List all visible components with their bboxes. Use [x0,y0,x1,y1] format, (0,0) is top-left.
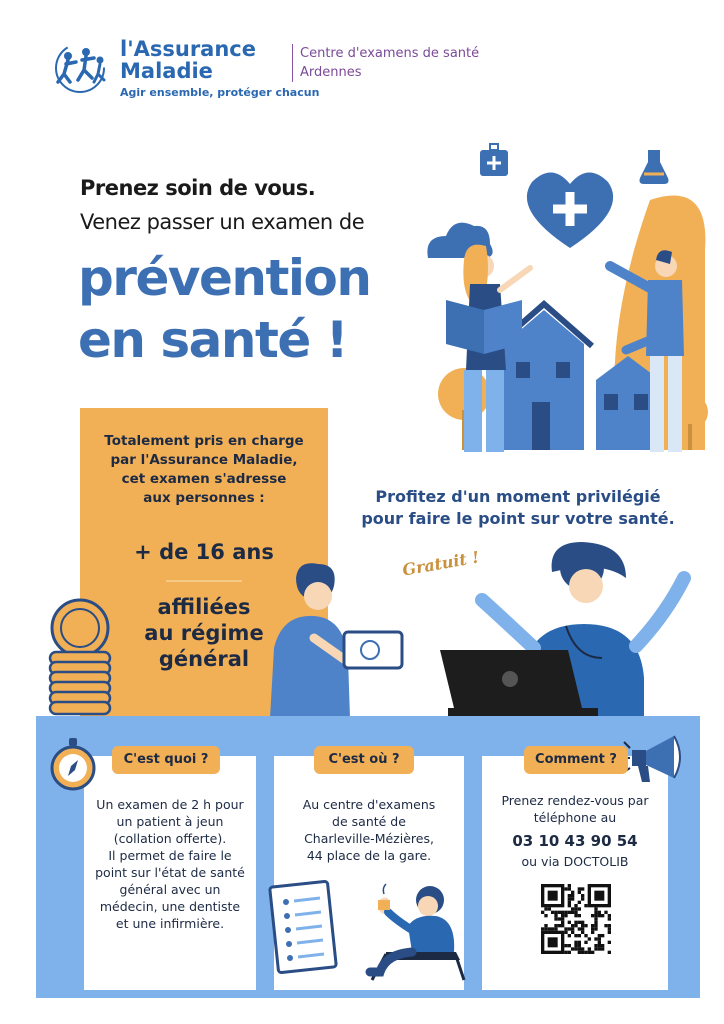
logo-title [120,38,256,82]
what-text [84,796,256,932]
where-tag: C'est où ? [314,746,414,774]
what-tag: C'est quoi ? [112,746,220,774]
eligibility-regime-line: au régime [144,621,264,645]
header-divider [292,44,293,82]
compass-icon [48,736,98,792]
tagline: Agir ensemble, protéger chacun [120,86,320,99]
qr-code-icon[interactable] [541,884,611,954]
seated-person-illustration [356,880,468,986]
logo-icon [46,36,116,96]
center-line-1: Centre d'examens de santé [300,46,480,61]
center-line-2: Ardennes [300,65,362,80]
teaser-line-1: Profitez d'un moment privilégié [375,487,661,506]
what-line: général avec un [119,882,221,897]
what-line: un patient à jeun [116,814,224,829]
heart-cross-icon [527,172,613,248]
what-line: Il permet de faire le [108,848,232,863]
what-line: point sur l'état de santé [95,865,245,880]
how-tag: Comment ? [524,746,628,774]
free-label: Gratuit ! [400,547,481,580]
headline-big-2: en santé ! [78,311,348,369]
eligibility-intro-line: cet examen s'adresse [121,471,287,487]
where-line: 44 place de la gare. [306,848,432,863]
eligibility-intro [80,432,328,508]
what-line: (collation offerte). [113,831,227,846]
doctolib-link[interactable]: ou via DOCTOLIB [521,854,629,869]
headline-big-1: prévention [78,249,371,307]
where-line: de santé de [332,814,406,829]
how-text [482,792,668,826]
eligibility-regime-line: général [158,647,250,671]
checklist-icon [268,880,338,976]
center-name [300,44,479,82]
eligibility-regime-line: affiliées [157,595,251,619]
eligibility-separator [166,580,242,582]
how-line: téléphone au [533,810,617,825]
megaphone-icon [622,730,694,788]
eligibility-age: + de 16 ans [134,540,274,564]
logo-line-2: Maladie [120,59,213,83]
what-line: et une infirmière. [115,916,225,931]
medical-kit-icon [480,144,508,176]
eligibility-intro-line: aux personnes : [143,490,265,506]
coins-icon [44,598,116,724]
where-text [274,796,464,864]
teaser-line-2: pour faire le point sur votre santé. [361,509,675,528]
phone-number[interactable]: 03 10 43 90 54 [512,832,638,850]
what-line: médecin, une dentiste [99,899,241,914]
where-line: Au centre d'examens [302,797,436,812]
what-line: Un examen de 2 h pour [96,797,244,812]
top-illustration [420,140,710,460]
flask-icon [640,150,669,184]
where-line: Charleville-Mézières, [304,831,434,846]
eligibility-intro-line: par l'Assurance Maladie, [110,452,298,468]
eligibility-intro-line: Totalement pris en charge [104,433,304,449]
consultation-illustration [252,538,702,718]
headline-sub: Venez passer un examen de [80,210,365,234]
how-line: Prenez rendez-vous par [501,793,649,808]
teaser [348,486,688,530]
headline-lead: Prenez soin de vous. [80,176,316,200]
logo-line-1: l'Assurance [120,37,256,61]
